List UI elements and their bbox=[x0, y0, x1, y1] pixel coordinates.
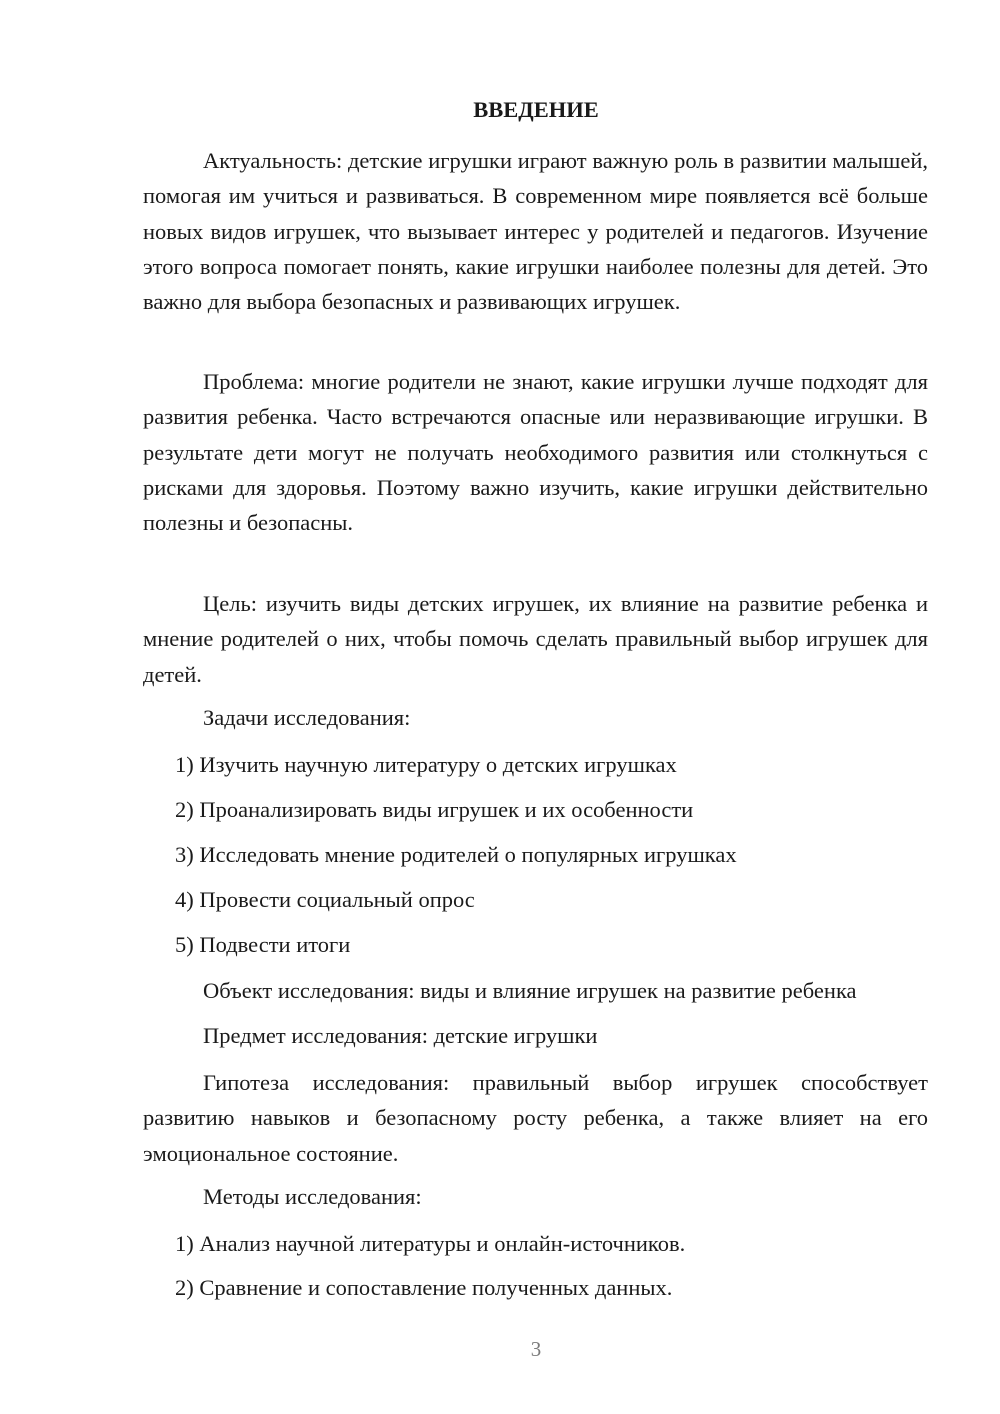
hypothesis-paragraph: Гипотеза исследования: правильный выбор игрушек способствует развитию навыков и безопасному росту ребенка, а также влияет на его эмоциональное состояние. bbox=[143, 1070, 928, 1166]
methods-heading: Методы исследования: bbox=[203, 1184, 422, 1209]
task-item: 4) Провести социальный опрос bbox=[175, 887, 475, 912]
section-title: ВВЕДЕНИЕ bbox=[473, 97, 599, 122]
task-item: 1) Изучить научную литературу о детских игрушках bbox=[175, 752, 677, 777]
task-item: 5) Подвести итоги bbox=[175, 932, 351, 957]
task-item: 3) Исследовать мнение родителей о популярных игрушках bbox=[175, 842, 737, 867]
relevance-paragraph: Актуальность: детские игрушки играют важную роль в развитии малышей, помогая им учиться и развиваться. В современном мире появляется всё больше новых видов игрушек, что вызывает интерес у родителей и педагогов. Изучение этого вопроса помогает понять, какие игрушки наиболее полезны для детей. Это важно для выбора безопасных и развивающих игрушек. bbox=[143, 148, 928, 315]
method-item: 2) Сравнение и сопоставление полученных данных. bbox=[175, 1275, 673, 1300]
page-number: 3 bbox=[530, 1337, 542, 1361]
problem-paragraph: Проблема: многие родители не знают, какие игрушки лучше подходят для развития ребенка. Часто встречаются опасные или неразвивающие игрушки. В результате дети могут не получать необходимого развития или столкнуться с рисками для здоровья. Поэтому важно изучить, какие игрушки действительно полезны и безопасны. bbox=[143, 369, 928, 536]
research-object: Объект исследования: виды и влияние игрушек на развитие ребенка bbox=[203, 978, 857, 1003]
task-item: 2) Проанализировать виды игрушек и их особенности bbox=[175, 797, 694, 822]
goal-paragraph: Цель: изучить виды детских игрушек, их влияние на развитие ребенка и мнение родителей о них, чтобы помочь сделать правильный выбор игрушек для детей. bbox=[143, 591, 928, 687]
method-item: 1) Анализ научной литературы и онлайн-источников. bbox=[175, 1231, 686, 1256]
research-subject: Предмет исследования: детские игрушки bbox=[203, 1023, 598, 1048]
tasks-heading: Задачи исследования: bbox=[203, 705, 411, 730]
